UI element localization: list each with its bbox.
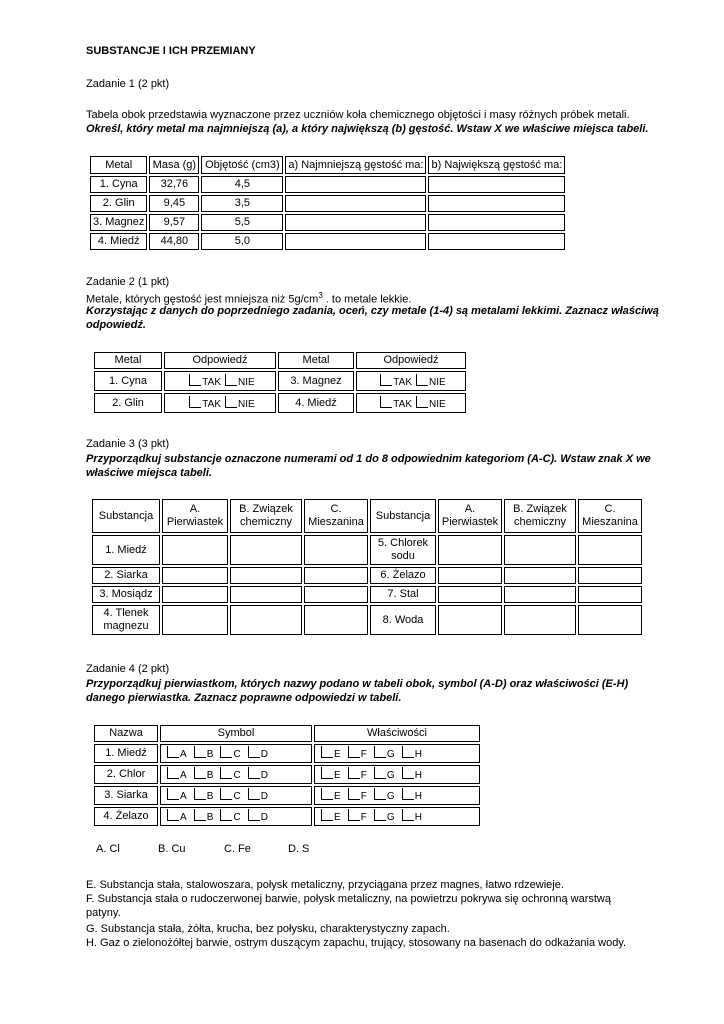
symbol-c-checkbox[interactable]: C <box>216 788 240 803</box>
checkbox-square-icon <box>374 767 386 779</box>
property-f-checkbox[interactable]: F <box>344 746 367 761</box>
checkbox-square-icon <box>167 767 179 779</box>
t1-answer-b-cell[interactable] <box>428 176 565 193</box>
checkbox-square-icon <box>189 396 201 408</box>
checkbox-square-icon <box>248 788 260 800</box>
t4-element-cell: 4. Żelazo <box>94 807 158 826</box>
t3-answer-cell[interactable] <box>438 535 502 565</box>
t4-header-properties: Właściwości <box>314 725 480 742</box>
checkbox-square-icon <box>194 767 206 779</box>
task2-text-before: Metale, których gęstość jest mniejsza niż 5g/cm <box>86 293 319 306</box>
t4-property-cell <box>314 807 480 826</box>
task4-instruction-line1: Przyporządkuj pierwiastkom, których nazwy podano w tabeli obok, symbol (A-D) oraz właściwości (E-H) <box>86 678 629 690</box>
t1-answer-b-cell[interactable] <box>428 195 565 212</box>
t1-metal-cell: 3. Magnez <box>90 214 147 231</box>
t1-metal-cell: 1. Cyna <box>90 176 147 193</box>
t3-answer-cell[interactable] <box>438 586 502 603</box>
checkbox-square-icon <box>220 767 232 779</box>
t1-volume-cell: 5,0 <box>201 233 283 250</box>
t3-answer-cell[interactable] <box>162 567 228 584</box>
symbol-legend-item: C. Fe <box>224 843 251 855</box>
symbol-d-checkbox[interactable]: D <box>244 746 268 761</box>
no-checkbox[interactable]: NIE <box>221 396 255 411</box>
checkbox-square-icon <box>225 396 237 408</box>
t3-answer-cell[interactable] <box>162 586 228 603</box>
checkbox-square-icon <box>220 788 232 800</box>
property-g-checkbox[interactable]: G <box>370 767 395 782</box>
no-checkbox[interactable]: NIE <box>412 374 446 389</box>
t1-answer-a-cell[interactable] <box>285 233 426 250</box>
property-f-checkbox[interactable]: F <box>344 809 367 824</box>
checkbox-square-icon <box>348 746 360 758</box>
property-g-checkbox[interactable]: G <box>370 746 395 761</box>
property-e-checkbox[interactable]: E <box>317 788 341 803</box>
t3-header-element-2: A. Pierwiastek <box>438 499 502 533</box>
checkbox-square-icon <box>348 809 360 821</box>
checkbox-square-icon <box>225 374 237 386</box>
t2-header-metal: Metal <box>94 352 162 369</box>
property-h-checkbox[interactable]: H <box>398 767 422 782</box>
symbol-b-checkbox[interactable]: B <box>190 767 214 782</box>
symbol-b-checkbox[interactable]: B <box>190 746 214 761</box>
t1-metal-cell: 2. Glin <box>90 195 147 212</box>
table-row <box>92 535 642 565</box>
checkbox-square-icon <box>194 746 206 758</box>
property-legend-e: E. Substancja stała, stalowoszara, połysk metaliczny, przyciągana przez magnes, łatwo rdzewieje. <box>86 879 564 891</box>
t3-header-element: A. Pierwiastek <box>162 499 228 533</box>
page-title: SUBSTANCJE I ICH PRZEMIANY <box>86 45 256 57</box>
checkbox-square-icon <box>374 809 386 821</box>
t3-substance-cell: 4. Tlenek magnezu <box>92 605 160 635</box>
checkbox-square-icon <box>321 788 333 800</box>
t1-header-volume: Objętość (cm3) <box>201 156 283 174</box>
property-g-checkbox[interactable]: G <box>370 788 395 803</box>
property-e-checkbox[interactable]: E <box>317 746 341 761</box>
symbol-a-checkbox[interactable]: A <box>163 767 187 782</box>
task1-table <box>88 154 567 252</box>
t1-header-metal: Metal <box>90 156 147 174</box>
checkbox-square-icon <box>321 746 333 758</box>
t1-volume-cell: 5,5 <box>201 214 283 231</box>
checkbox-square-icon <box>248 809 260 821</box>
t4-element-cell: 2. Chlor <box>94 765 158 784</box>
task1-heading: Zadanie 1 (2 pkt) <box>86 78 170 90</box>
symbol-b-checkbox[interactable]: B <box>190 788 214 803</box>
t1-answer-a-cell[interactable] <box>285 214 426 231</box>
symbol-a-checkbox[interactable]: A <box>163 746 187 761</box>
symbol-legend-item: D. S <box>288 843 310 855</box>
t4-element-cell: 1. Miedź <box>94 744 158 763</box>
t4-header-name: Nazwa <box>94 725 158 742</box>
table-row <box>94 786 480 805</box>
checkbox-square-icon <box>167 788 179 800</box>
t1-header-max-density: b) Największą gęstość ma: <box>428 156 565 174</box>
task1-intro: Tabela obok przedstawia wyznaczone przez uczniów koła chemicznego objętości i masy różnych próbek metali. <box>86 109 630 121</box>
checkbox-square-icon <box>348 788 360 800</box>
t3-header-mixture: C. Mieszanina <box>304 499 368 533</box>
t1-header-mass: Masa (g) <box>149 156 199 174</box>
t3-answer-cell[interactable] <box>304 535 368 565</box>
checkbox-square-icon <box>374 746 386 758</box>
t3-answer-cell[interactable] <box>438 605 502 635</box>
table-row <box>90 214 565 231</box>
checkbox-square-icon <box>380 374 392 386</box>
checkbox-square-icon <box>374 788 386 800</box>
checkbox-square-icon <box>402 767 414 779</box>
t1-mass-cell: 32,76 <box>149 176 199 193</box>
t4-property-cell <box>314 765 480 784</box>
t1-answer-b-cell[interactable] <box>428 214 565 231</box>
task2-text-after: . to metale lekkie. <box>322 293 412 306</box>
task2-instruction-line2: odpowiedź. <box>86 319 146 331</box>
checkbox-square-icon <box>402 746 414 758</box>
task3-instruction-line1: Przyporządkuj substancje oznaczone numerami od 1 do 8 odpowiednim kategoriom (A-C). Wstaw znak X we <box>86 453 651 465</box>
t3-answer-cell[interactable] <box>504 535 576 565</box>
t2-header-answer-2: Odpowiedź <box>356 352 466 369</box>
table-row <box>94 807 480 826</box>
t3-answer-cell[interactable] <box>162 605 228 635</box>
t1-volume-cell: 3,5 <box>201 195 283 212</box>
t1-answer-b-cell[interactable] <box>428 233 565 250</box>
t3-answer-cell[interactable] <box>504 605 576 635</box>
t4-symbol-cell <box>160 807 312 826</box>
symbol-d-checkbox[interactable]: D <box>244 809 268 824</box>
property-e-checkbox[interactable]: E <box>317 767 341 782</box>
t2-header-metal-2: Metal <box>278 352 354 369</box>
t3-answer-cell[interactable] <box>438 567 502 584</box>
table-row <box>94 371 466 391</box>
t3-answer-cell[interactable] <box>162 535 228 565</box>
checkbox-square-icon <box>194 788 206 800</box>
t2-answer-cell <box>356 371 466 391</box>
checkbox-square-icon <box>416 374 428 386</box>
property-legend-h: H. Gaz o zielonożółtej barwie, ostrym duszącym zapachu, trujący, stosowany na basenach do odkażania wody. <box>86 937 627 949</box>
table-row <box>90 176 565 193</box>
t2-metal-cell: 4. Miedź <box>278 393 354 413</box>
symbols-legend <box>96 843 328 855</box>
table-row <box>92 605 642 635</box>
t3-substance-cell: 2. Siarka <box>92 567 160 584</box>
checkbox-square-icon <box>402 788 414 800</box>
t1-answer-a-cell[interactable] <box>285 195 426 212</box>
checkbox-square-icon <box>194 809 206 821</box>
checkbox-square-icon <box>321 809 333 821</box>
symbol-a-checkbox[interactable]: A <box>163 809 187 824</box>
t3-substance-cell: 7. Stal <box>370 586 436 603</box>
t4-symbol-cell <box>160 786 312 805</box>
table-row <box>92 586 642 603</box>
t3-header-compound: B. Związek chemiczny <box>230 499 302 533</box>
t2-answer-cell <box>164 393 276 413</box>
no-checkbox[interactable]: NIE <box>221 374 255 389</box>
t2-metal-cell: 2. Glin <box>94 393 162 413</box>
t4-element-cell: 3. Siarka <box>94 786 158 805</box>
symbol-c-checkbox[interactable]: C <box>216 767 240 782</box>
t3-substance-cell: 3. Mosiądz <box>92 586 160 603</box>
t1-metal-cell: 4. Miedź <box>90 233 147 250</box>
yes-checkbox[interactable]: TAK <box>376 396 412 411</box>
task2-superscript: 3 <box>318 291 323 300</box>
symbol-c-checkbox[interactable]: C <box>216 746 240 761</box>
t3-answer-cell[interactable] <box>578 567 642 584</box>
table-row <box>94 765 480 784</box>
task4-table <box>92 723 482 828</box>
t1-mass-cell: 9,45 <box>149 195 199 212</box>
checkbox-square-icon <box>402 809 414 821</box>
table-row <box>94 393 466 413</box>
t3-answer-cell[interactable] <box>304 586 368 603</box>
property-g-checkbox[interactable]: G <box>370 809 395 824</box>
checkbox-square-icon <box>220 746 232 758</box>
task2-heading: Zadanie 2 (1 pkt) <box>86 276 170 288</box>
task2-instruction-line1: Korzystając z danych do poprzedniego zadania, oceń, czy metale (1-4) są metalami lekkimi. Zaznacz właściwą <box>86 305 659 317</box>
property-f-checkbox[interactable]: F <box>344 788 367 803</box>
checkbox-square-icon <box>248 767 260 779</box>
t1-header-min-density: a) Najmniejszą gęstość ma: <box>285 156 426 174</box>
property-h-checkbox[interactable]: H <box>398 788 422 803</box>
t4-property-cell <box>314 786 480 805</box>
t4-symbol-cell <box>160 765 312 784</box>
t1-volume-cell: 4,5 <box>201 176 283 193</box>
symbol-legend-item: B. Cu <box>158 843 186 855</box>
table-row <box>90 233 565 250</box>
t3-answer-cell[interactable] <box>578 605 642 635</box>
property-legend-f: F. Substancja stała o rudoczerwonej barwie, połysk metaliczny, na powietrzu pokrywa się ochronną warstwą patyny. <box>86 893 611 919</box>
t3-answer-cell[interactable] <box>230 567 302 584</box>
t3-answer-cell[interactable] <box>304 605 368 635</box>
t2-answer-cell <box>164 371 276 391</box>
t3-answer-cell[interactable] <box>304 567 368 584</box>
t3-answer-cell[interactable] <box>230 535 302 565</box>
t2-metal-cell: 3. Magnez <box>278 371 354 391</box>
task4-instruction-line2: danego pierwiastka. Zaznacz poprawne odpowiedzi w tabeli. <box>86 692 402 704</box>
yes-checkbox[interactable]: TAK <box>185 374 221 389</box>
checkbox-square-icon <box>321 767 333 779</box>
no-checkbox[interactable]: NIE <box>412 396 446 411</box>
t3-substance-cell: 1. Miedź <box>92 535 160 565</box>
t3-substance-cell: 6. Żelazo <box>370 567 436 584</box>
task4-heading: Zadanie 4 (2 pkt) <box>86 663 170 675</box>
t1-mass-cell: 9,57 <box>149 214 199 231</box>
table-row <box>92 567 642 584</box>
symbol-b-checkbox[interactable]: B <box>190 809 214 824</box>
property-h-checkbox[interactable]: H <box>398 746 422 761</box>
t1-answer-a-cell[interactable] <box>285 176 426 193</box>
checkbox-square-icon <box>167 746 179 758</box>
checkbox-square-icon <box>248 746 260 758</box>
task1-instruction: Określ, który metal ma najmniejszą (a), a który największą (b) gęstość. Wstaw X we właściwe miejsca tabeli. <box>86 123 649 135</box>
t3-answer-cell[interactable] <box>504 567 576 584</box>
property-f-checkbox[interactable]: F <box>344 767 367 782</box>
yes-checkbox[interactable]: TAK <box>376 374 412 389</box>
property-e-checkbox[interactable]: E <box>317 809 341 824</box>
table-row <box>94 744 480 763</box>
t3-header-compound-2: B. Związek chemiczny <box>504 499 576 533</box>
checkbox-square-icon <box>380 396 392 408</box>
symbol-d-checkbox[interactable]: D <box>244 767 268 782</box>
property-legend-g: G. Substancja stała, żółta, krucha, bez połysku, charakterystyczny zapach. <box>86 923 450 935</box>
t3-answer-cell[interactable] <box>504 586 576 603</box>
task2-table <box>92 350 468 415</box>
symbol-c-checkbox[interactable]: C <box>216 809 240 824</box>
t3-header-mixture-2: C. Mieszanina <box>578 499 642 533</box>
t2-answer-cell <box>356 393 466 413</box>
checkbox-square-icon <box>167 809 179 821</box>
task3-instruction-line2: właściwe miejsca tabeli. <box>86 467 212 479</box>
checkbox-square-icon <box>189 374 201 386</box>
t4-header-symbol: Symbol <box>160 725 312 742</box>
symbol-d-checkbox[interactable]: D <box>244 788 268 803</box>
symbol-a-checkbox[interactable]: A <box>163 788 187 803</box>
t4-property-cell <box>314 744 480 763</box>
property-h-checkbox[interactable]: H <box>398 809 422 824</box>
task3-table <box>90 497 644 637</box>
t3-header-substance: Substancja <box>92 499 160 533</box>
t3-header-substance-2: Substancja <box>370 499 436 533</box>
checkbox-square-icon <box>416 396 428 408</box>
yes-checkbox[interactable]: TAK <box>185 396 221 411</box>
t3-answer-cell[interactable] <box>230 586 302 603</box>
t1-mass-cell: 44,80 <box>149 233 199 250</box>
t2-metal-cell: 1. Cyna <box>94 371 162 391</box>
t3-answer-cell[interactable] <box>230 605 302 635</box>
t2-header-answer: Odpowiedź <box>164 352 276 369</box>
t3-substance-cell: 5. Chlorek sodu <box>370 535 436 565</box>
table-row <box>90 195 565 212</box>
t3-answer-cell[interactable] <box>578 586 642 603</box>
t3-substance-cell: 8. Woda <box>370 605 436 635</box>
task3-heading: Zadanie 3 (3 pkt) <box>86 438 170 450</box>
checkbox-square-icon <box>220 809 232 821</box>
t4-symbol-cell <box>160 744 312 763</box>
checkbox-square-icon <box>348 767 360 779</box>
t3-answer-cell[interactable] <box>578 535 642 565</box>
symbol-legend-item: A. Cl <box>96 843 120 855</box>
